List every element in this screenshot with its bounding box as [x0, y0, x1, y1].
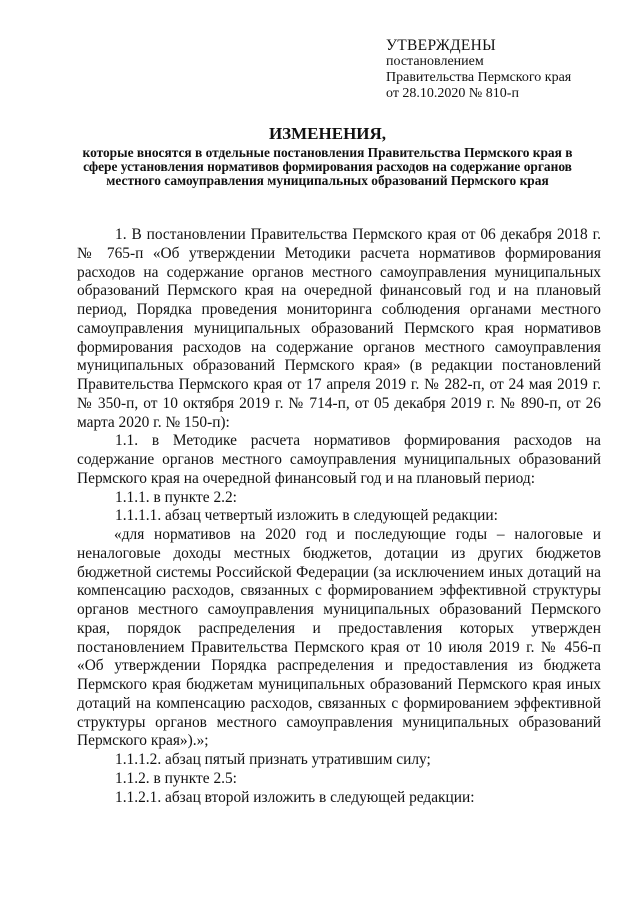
paragraph-1-1-1-2: 1.1.1.2. абзац пятый признать утратившим силу; — [115, 751, 431, 768]
paragraph-1-1-1-1: 1.1.1.1. абзац четвертый изложить в следующей редакции: — [115, 507, 498, 525]
paragraph-1-1-1: 1.1.1. в пункте 2.2: — [115, 488, 237, 506]
approval-line-1: постановлением — [386, 54, 484, 69]
paragraph-1: 1. В постановлении Правительства Пермского края от 06 декабря 2018 г. № 765-п «Об утверждении Методики расчета нормативов формирования расходов на содержание органов местного самоуправления муниципальных образований Пермского края на очередной финансовый год и на плановый период, Порядка проведения мониторинга соблюдения органами местного самоуправления муниципальных образований Пермского края нормативов формирования расходов на содержание органов местного самоуправления муниципальных образований Пермского края» (в редакции постановлений Правительства Пермского края от 17 апреля 2019 г. № 282-п, от 24 мая 2019 г. № 350-п, от 10 октября 2019 г. № 714-п, от 05 декабря 2019 г. № 890-п, от 26 марта 2020 г. № 150-п): — [77, 226, 601, 431]
approval-line-3: от 28.10.2020 № 810-п — [386, 86, 519, 101]
paragraph-1-1-2-1: 1.1.2.1. абзац второй изложить в следующей редакции: — [115, 788, 475, 806]
paragraph-1-1-2: 1.1.2. в пункте 2.5: — [115, 769, 237, 787]
document-body — [77, 226, 601, 807]
document-heading — [70, 124, 585, 188]
document-subtitle: которые вносятся в отдельные постановления Правительства Пермского края в сфере установления нормативов формирования расходов на содержание органов местного самоуправления муниципальных образований Пермского края — [82, 145, 573, 188]
approval-block — [386, 38, 571, 102]
document-title: ИЗМЕНЕНИЯ, — [268, 124, 387, 143]
paragraph-1-1: 1.1. в Методике расчета нормативов формирования расходов на содержание органов местного самоуправления муниципальных образований Пермского края на очередной финансовый год и на плановый период: — [77, 432, 601, 487]
approval-line-2: Правительства Пермского края — [386, 70, 572, 85]
approval-status: УТВЕРЖДЕНЫ — [386, 37, 496, 54]
quoted-paragraph: «для нормативов на 2020 год и последующие годы – налоговые и неналоговые доходы местных бюджетов, дотации из других бюджетов бюджетной системы Российской Федерации (за исключением иных дотаций на компенсацию расходов, связанных с формированием эффективной структуры органов местного самоуправления муниципальных образований Пермского края, порядок распределения и предоставления которых утвержден постановлением Правительства Пермского края от 10 июля 2019 г. № 456-п «Об утверждении Порядка распределения и предоставления из бюджета Пермского края бюджетам муниципальных образований Пермского края иных дотаций на компенсацию расходов, связанных с формированием эффективной структуры органов местного самоуправления муниципальных образований Пермского края»).»; — [77, 526, 601, 750]
